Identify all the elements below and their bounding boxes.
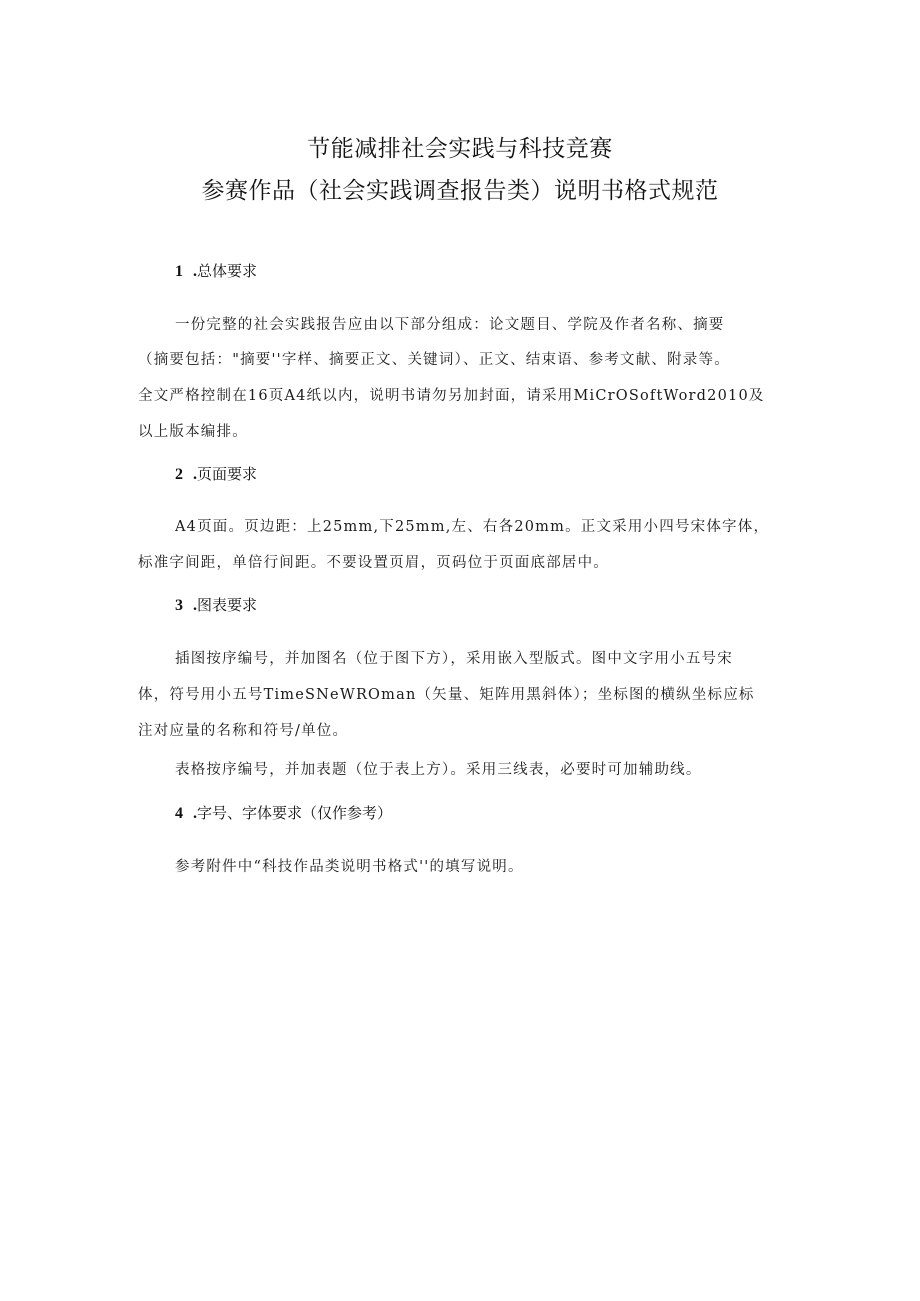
section-number: 3 xyxy=(175,597,183,614)
section-title: 总体要求 xyxy=(197,262,258,280)
paragraph-line: 参考附件中“科技作品类说明书格式''的填写说明。 xyxy=(175,859,524,875)
section-title: 字号、字体要求（仅作参考） xyxy=(197,804,393,822)
section-number: 1 xyxy=(175,263,183,280)
section-title: 图表要求 xyxy=(197,596,258,614)
section-heading-2: 2 .页面要求 xyxy=(175,465,258,483)
section-number: 4 xyxy=(175,805,183,822)
paragraph-line: A4页面。页边距：上25mm,下25mm,左、右各20mm。正文采用小四号宋体字体， xyxy=(175,519,770,535)
section-heading-3: 3 .图表要求 xyxy=(175,596,258,614)
paragraph-line: 注对应量的名称和符号/单位。 xyxy=(138,723,349,739)
paragraph-line: 以上版本编排。 xyxy=(138,424,248,440)
paragraph-line: 表格按序编号，并加表题（位于表上方）。采用三线表，必要时可加辅助线。 xyxy=(175,762,702,778)
section-heading-1: 1 .总体要求 xyxy=(175,262,258,280)
paragraph-line: 体，符号用小五号TimeSNeWROman（矢量、矩阵用黑斜体）；坐标图的横纵坐标应标 xyxy=(138,687,755,703)
document-title-line-1: 节能减排社会实践与科技竞赛 xyxy=(307,136,613,162)
paragraph-line: 插图按序编号，并加图名（位于图下方），采用嵌入型版式。图中文字用小五号宋 xyxy=(175,651,733,667)
paragraph-line: 全文严格控制在16页A4纸以内，说明书请勿另加封面，请采用MiCrOSoftWord2010及 xyxy=(138,388,765,404)
section-heading-4: 4 .字号、字体要求（仅作参考） xyxy=(175,804,393,822)
section-title: 页面要求 xyxy=(197,465,258,483)
paragraph-line: 一份完整的社会实践报告应由以下部分组成：论文题目、学院及作者名称、摘要 xyxy=(175,317,725,333)
section-number: 2 xyxy=(175,466,183,483)
document-title-line-2: 参赛作品（社会实践调查报告类）说明书格式规范 xyxy=(201,178,719,204)
paragraph-line: 标准字间距，单倍行间距。不要设置页眉，页码位于页面底部居中。 xyxy=(138,555,609,571)
paragraph-line: （摘要包括："摘要''字样、摘要正文、关键词）、正文、结束语、参考文献、附录等。 xyxy=(138,352,730,368)
